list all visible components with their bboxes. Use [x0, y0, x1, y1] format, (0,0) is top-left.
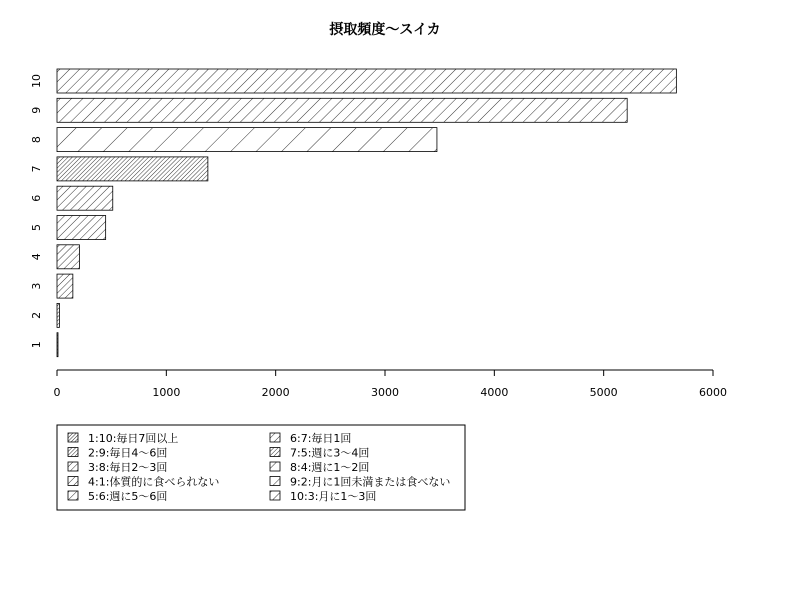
x-tick-label: 2000 [261, 386, 290, 399]
y-tick-label: 7 [30, 165, 43, 173]
y-tick-label: 5 [30, 224, 43, 231]
y-tick-label: 1 [30, 341, 43, 349]
legend-label: 3:8:毎日2～3回 [88, 461, 168, 474]
legend-label: 1:10:毎日7回以上 [88, 432, 179, 445]
legend-label: 2:9:毎日4～6回 [88, 446, 168, 460]
x-tick-label: 1000 [152, 386, 181, 399]
legend-swatch [270, 462, 280, 471]
legend-swatch [270, 448, 280, 457]
bar-6 [57, 186, 113, 210]
bar-3 [57, 274, 73, 298]
legend-swatch [68, 462, 78, 471]
x-tick-label: 0 [53, 386, 61, 399]
y-tick-label: 2 [30, 311, 43, 319]
x-tick-label: 5000 [589, 386, 618, 399]
chart-title: 摂取頻度～スイカ [329, 22, 441, 38]
legend-label: 5:6:週に5～6回 [88, 490, 168, 503]
legend [57, 425, 465, 510]
legend-swatch [68, 477, 78, 486]
legend-label: 6:7:毎日1回 [290, 432, 352, 445]
legend-label: 9:2:月に1回未満または食べない [290, 475, 451, 489]
legend-swatch [68, 448, 78, 457]
y-tick-label: 10 [30, 74, 43, 88]
y-tick-label: 4 [30, 253, 43, 261]
bar-7 [57, 157, 208, 181]
legend-swatch [68, 491, 78, 500]
legend-label: 4:1:体質的に食べられない [88, 475, 220, 489]
bar-2 [57, 303, 59, 327]
legend-swatch [270, 433, 280, 442]
legend-label: 8:4:週に1～2回 [290, 461, 370, 474]
y-tick-label: 9 [30, 106, 43, 114]
bar-10 [57, 69, 676, 93]
bar-5 [57, 216, 106, 240]
legend-label: 7:5:週に3～4回 [290, 446, 370, 460]
x-tick-label: 3000 [371, 386, 399, 399]
x-tick-label: 4000 [480, 386, 509, 399]
y-axis [30, 74, 43, 348]
y-tick-label: 3 [30, 282, 43, 290]
bar-9 [57, 98, 627, 122]
y-tick-label: 8 [30, 136, 43, 144]
legend-swatch [270, 491, 280, 500]
legend-swatch [270, 477, 280, 486]
x-tick-label: 6000 [699, 386, 727, 399]
bars-group [57, 69, 676, 357]
y-tick-label: 6 [30, 194, 43, 202]
x-axis [54, 370, 728, 399]
legend-swatch [68, 433, 78, 442]
bar-4 [57, 245, 79, 269]
legend-label: 10:3:月に1～3回 [290, 490, 377, 503]
bar-8 [57, 128, 437, 152]
bar-1 [57, 333, 58, 357]
